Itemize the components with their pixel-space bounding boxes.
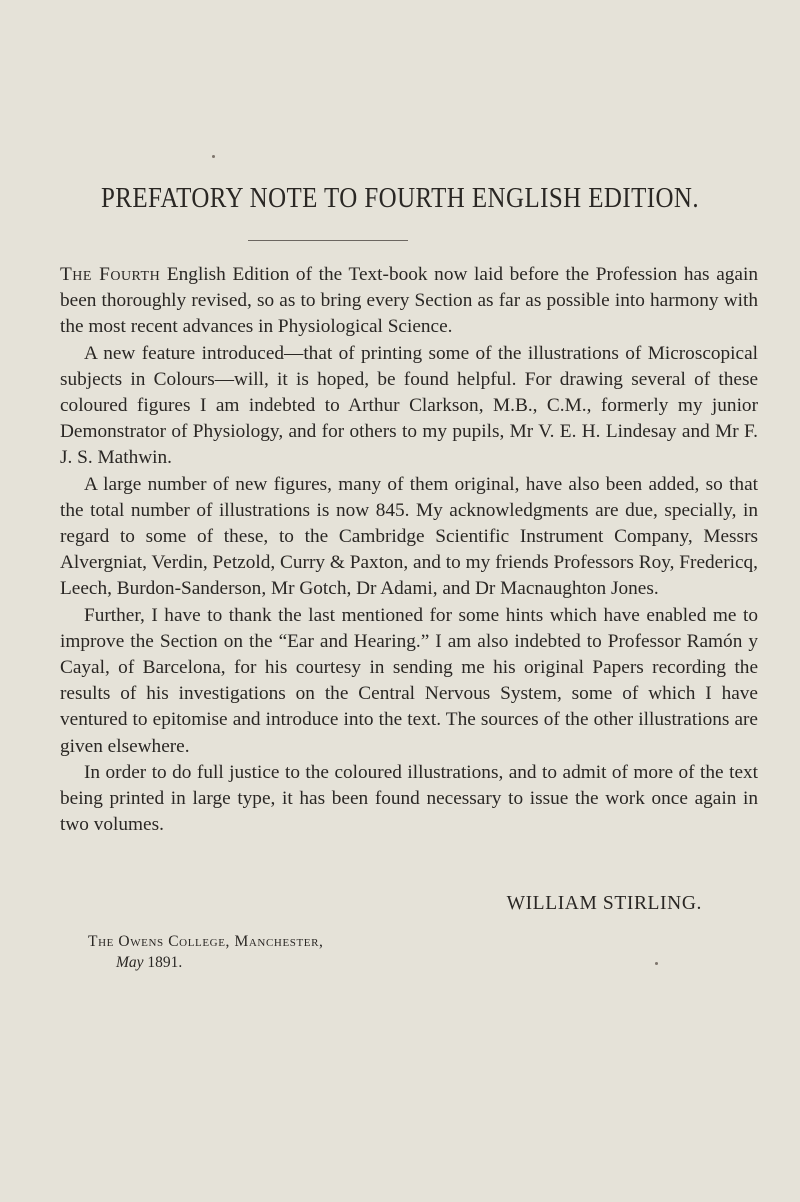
page-title: PREFATORY NOTE TO FOURTH ENGLISH EDITION. [100,182,700,214]
institution-line: The Owens College, Manchester, [88,933,324,950]
paper-speck [212,155,215,158]
author-signature: WILLIAM STIRLING. [506,893,702,914]
date-line [88,952,324,973]
paragraph-5: In order to do full justice to the coloured illustrations, and to admit of more of the text being printed in large type, it has been found necessary to issue the work once again in two volumes. [60,761,758,836]
date-year: 1891. [147,954,183,971]
paragraph-3: A large number of new figures, many of them original, have also been added, so that the total number of illustrations is now 845. My acknowledgments are due, specially, in regard to some of these, to the Cambridge Scientific Instrument Company, Messrs Alvergniat, Verdin, Petzold, Curry & Paxton, and to my friends Professors Roy, Fredericq, Leech, Burdon-Sanderson, Mr Gotch, Dr Adami, and Dr Macnaughton Jones. [60,473,758,600]
paragraph-text: English Edition of the Text-book now laid before the Profession has again been thoroughly revised, so as to bring every Section as far as possible into harmony with the most recent advances in Physiological Science. [60,264,758,338]
title-divider [248,240,408,241]
prefatory-note-body [60,262,758,838]
paper-speck [655,962,658,965]
date-month: May [116,954,144,971]
paragraph-4: Further, I have to thank the last mentioned for some hints which have enabled me to improve the Section on the “Ear and Hearing.” I am also indebted to Professor Ramón y Cayal, of Barcelona, for his courtesy in sending me his original Papers recording the results of his investigations on the Central Nervous System, some of which I have ventured to epitomise and introduce into the text. The sources of the other illustrations are given elsewhere. [60,604,758,757]
paragraph-2: A new feature introduced—that of printing some of the illustrations of Microscopical subjects in Colours—will, it is hoped, be found helpful. For drawing several of these coloured figures I am indebted to Arthur Clarkson, M.B., C.M., formerly my junior Demonstrator of Physiology, and for others to my pupils, Mr V. E. H. Lindesay and Mr F. J. S. Mathwin. [60,342,758,469]
paragraph-lead: The Fourth [60,264,161,285]
author-address [88,931,324,973]
paragraph-1 [60,262,758,341]
